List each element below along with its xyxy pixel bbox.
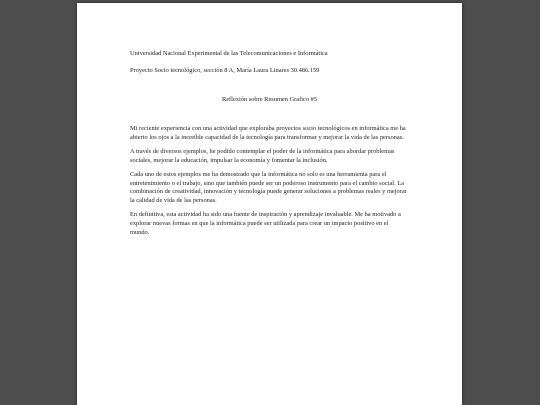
paragraph: A través de diversos ejemplos, he podido contemplar el poder de la informática para abordar problemas sociales, mejorar la educación, impulsar la economía y fomentar la inclusión. [130,147,395,164]
paragraph: En definitiva, esta actividad ha sido una fuente de inspiración y aprendizaje invaluable. Me ha motivado a explorar nuevas formas en que la informática puede ser utilizada para crear un impacto positivo en el mundo. [130,211,401,236]
project-line: Proyecto Socio tecnológico, sección 8 A, María Laura Linares 30.486.159 [130,67,320,74]
paragraph: Cada uno de estos ejemplos me ha demostrado que la informática no solo es una herramienta para el entretenimiento o el trabajo, sino que también puede ser un poderoso instrumento para el cambio social. La combinación de creatividad, innovación y tecnología puede generar soluciones a problemas reales y mejorar la calidad de vida de las personas. [130,170,407,204]
document-page [77,3,462,405]
institution-line: Universidad Nacional Experimental de las Telecomunicaciones e Informática [130,50,328,57]
document-body [130,125,408,243]
paragraph: Mi reciente experiencia con una actividad que exploraba proyectos socio tecnológicos en informática me ha abierto los ojos a la increíble capacidad de la tecnología para transformar y mejorar la vida de las personas. [130,125,406,141]
document-title: Reflexión sobre Resumen Grafico #5 [221,96,318,103]
